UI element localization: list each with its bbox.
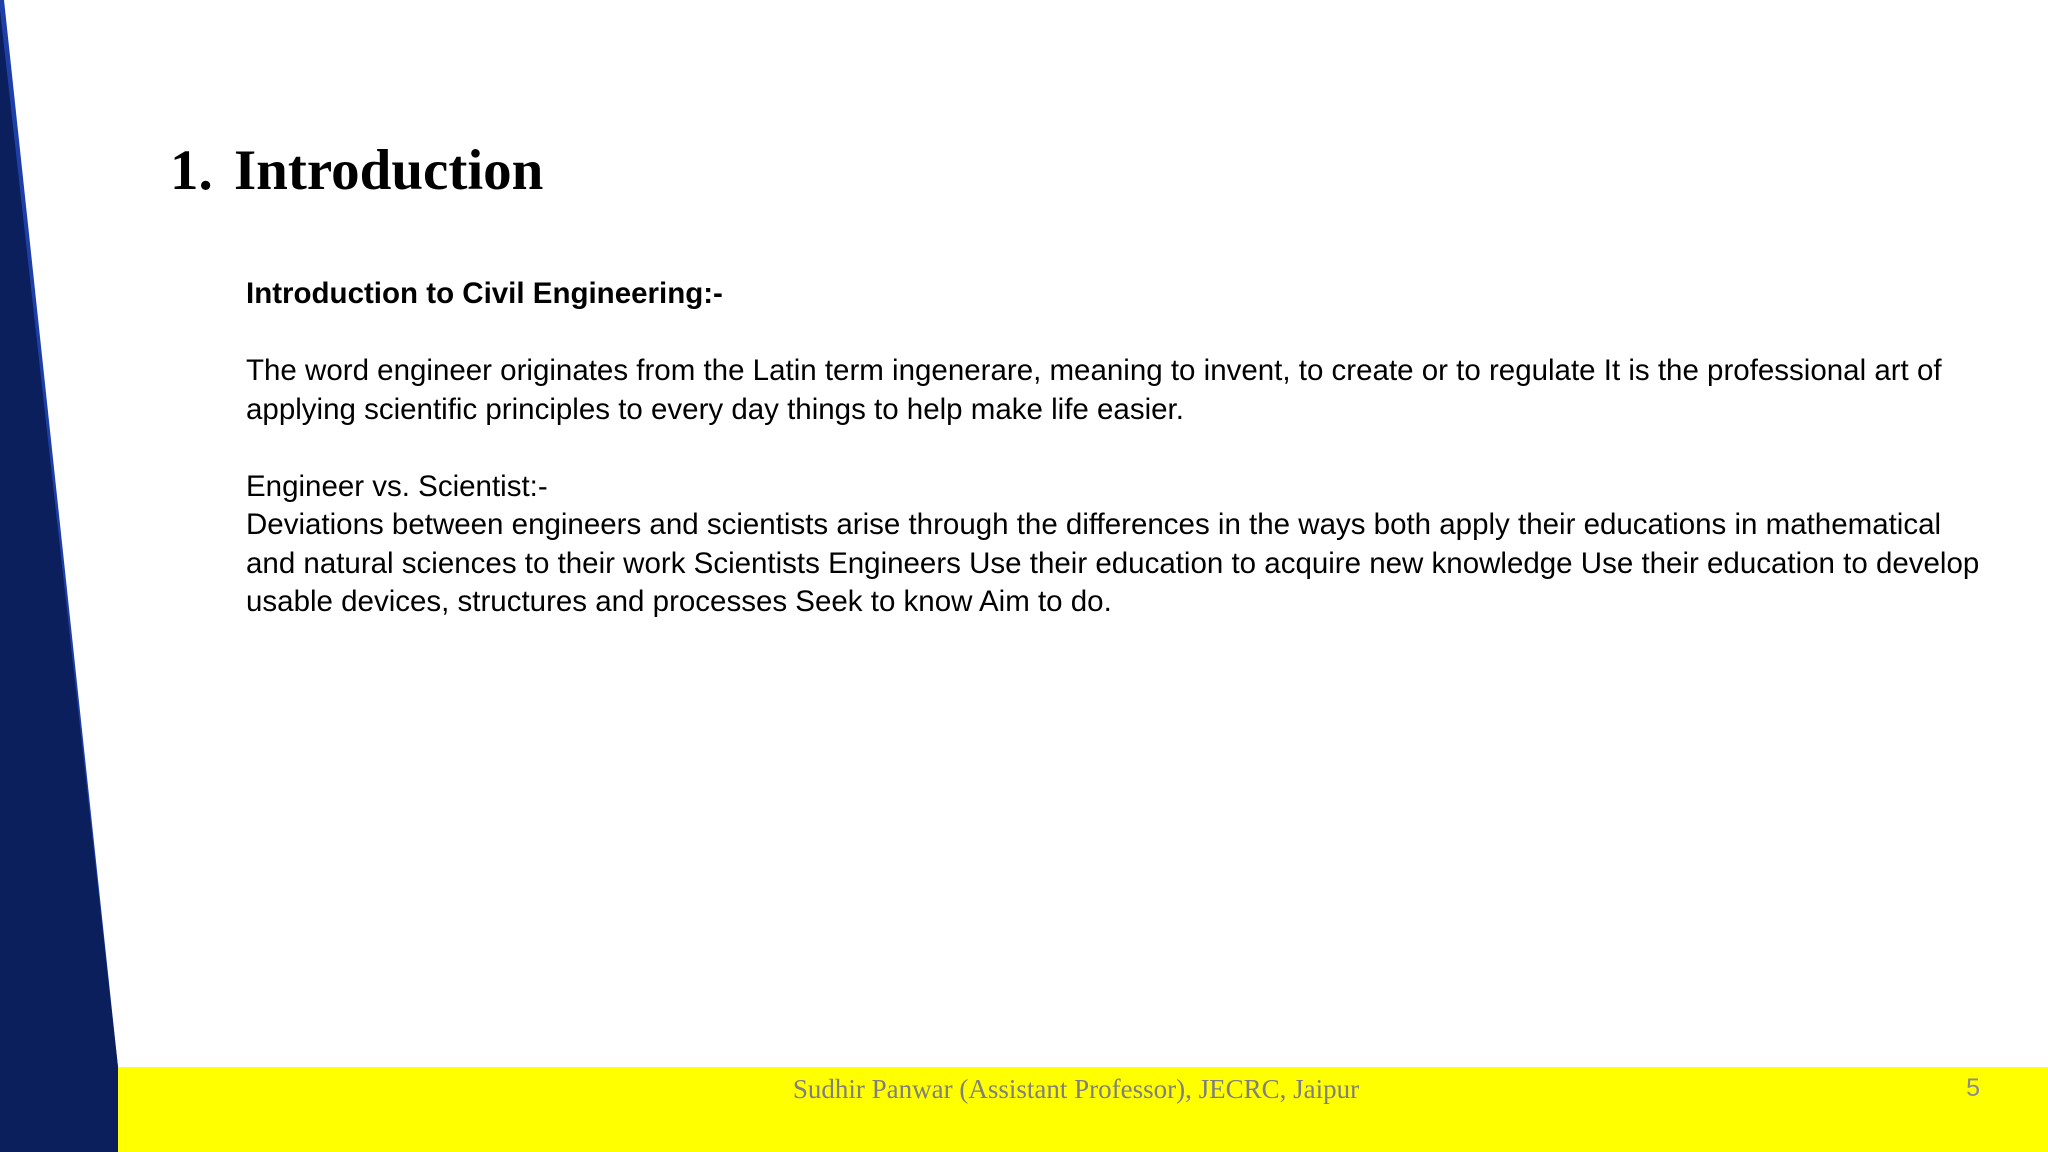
spacer xyxy=(246,314,1986,353)
side-accent-blue-edge xyxy=(0,0,118,1152)
footer-author: Sudhir Panwar (Assistant Professor), JECRC, Jaipur xyxy=(792,1074,1360,1104)
section-heading-engineer-vs-scientist: Engineer vs. Scientist:- xyxy=(246,469,548,503)
page-title xyxy=(170,140,543,203)
title-number: 1. xyxy=(170,139,213,202)
slide-body xyxy=(246,275,1986,622)
page-number: 5 xyxy=(1966,1074,1980,1102)
side-accent-navy xyxy=(0,0,118,1152)
paragraph-engineer-vs-scientist: Deviations between engineers and scientists arise through the differences in the ways both apply their educations in mathematical and natural sciences to their work Scientists Engineers Use their education to acquire new knowledge Use their education to develop usable devices, structures and processes Seek to know Aim to do. xyxy=(246,508,1980,618)
paragraph-engineer-definition: The word engineer originates from the Latin term ingenerare, meaning to invent, to create or to regulate It is the professional art of applying scientific principles to every day things to help make life easier. xyxy=(246,354,1942,426)
spacer xyxy=(246,429,1986,468)
subheading: Introduction to Civil Engineering:- xyxy=(246,277,723,310)
title-text: Introduction xyxy=(234,139,544,202)
